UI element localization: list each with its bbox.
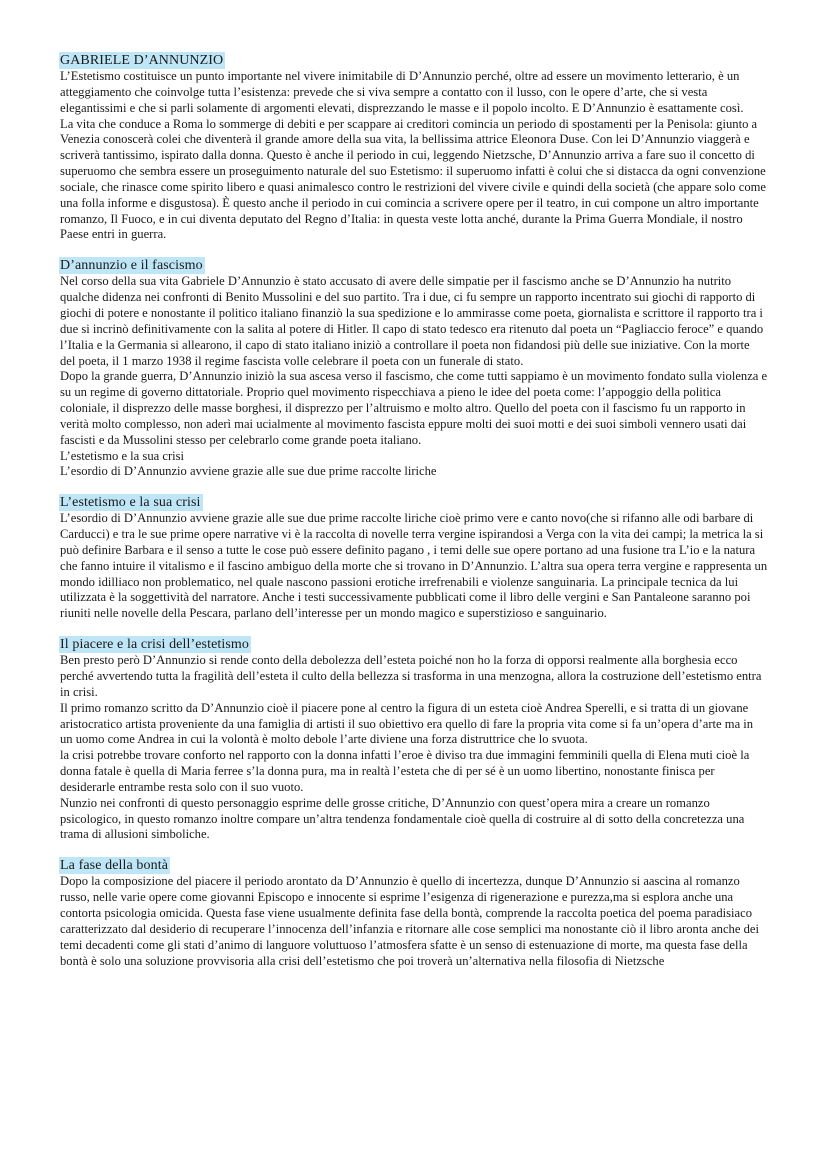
paragraph: Ben presto però D’Annunzio si rende conto della debolezza dell’esteta poiché non ho la forza di opporsi realmente alla borghesia ecco perché avvertendo tutta la fragilità dell’esteta il culto della bellezza si trasforma in una menzogna, allora la costruzione dell’estetismo entra in crisi. — [60, 653, 762, 699]
section-gabriele-dannunzio — [60, 52, 768, 243]
paragraph: la crisi potrebbe trovare conforto nel rapporto con la donna infatti l’eroe è diviso tra due immagini femminili quella di Elena muti cioè la donna fatale è quella di Maria ferree s’la donna pura, ma in realtà l’esteta che di per sé è un uomo libertino, nonostante finisca per desiderarle entrambe resta solo con il suo vuoto. — [60, 748, 750, 794]
paragraph: Nel corso della sua vita Gabriele D’Annunzio è stato accusato di avere delle simpatie per il fascismo anche se D’Annunzio ha nutrito qualche didenza nei confronti di Benito Mussolini e del suo partito. Tra i due, ci fu sempre un rapporto incentrato sui giochi di rapporto di giochi di potere e nonostante il politico italiano finanziò la sua spedizione e lo ammirasse come poeta, giornalista e scrittore il rapporto tra i due si incrinò definitivamente con la salita al potere di Hitler. Il capo di stato tedesco era ritenuto dal poeta un “Pagliaccio feroce” e quando l’Italia e la Germania si allearono, il capo di stato italiano iniziò a controllare il poeta non fidandosi più delle sue iniziative. Con la morte del poeta, il 1 marzo 1938 il regime fascista volle celebrare il poeta con un funerale di stato. — [60, 274, 764, 368]
section-heading: Il piacere e la crisi dell’estetismo — [60, 637, 250, 653]
paragraph: L’Estetismo costituisce un punto importante nel vivere inimitabile di D’Annunzio perché, oltre ad essere un movimento letterario, è un atteggiamento che coinvolge tutta l’esistenza: prevede che si viva sempre a contatto con il lusso, con le opere d’arte, che si vesta elegantissimi e che si parli solamente di argomenti elevati, disprezzando le masse e il popolo incolto. E D’Annunzio è esattamente così. — [60, 69, 744, 115]
section-dannunzio-fascismo — [60, 257, 768, 480]
paragraph: L’estetismo e la sua crisi — [60, 448, 185, 463]
section-heading: D’annunzio e il fascismo — [60, 258, 203, 274]
section-fase-bonta — [60, 857, 768, 969]
section-piacere-crisi — [60, 636, 768, 843]
paragraph: Nunzio nei confronti di questo personaggio esprime delle grosse critiche, D’Annunzio con quest’opera mira a creare un romanzo psicologico, in questo romanzo inoltre compare un’altra tendenza fondamentale cioè quella di costruire al di sotto della concretezza una trama di allusioni simboliche. — [60, 795, 745, 842]
section-heading: GABRIELE D’ANNUNZIO — [60, 53, 224, 68]
section-heading: La fase della bontà — [60, 858, 169, 874]
paragraph: L’esordio di D’Annunzio avviene grazie alle sue due prime raccolte liriche cioè primo vere e canto novo(che si rifanno alle odi barbare di Carducci) e tra le sue prime opere narrative vi è la raccolta di novelle terra vergine ispirandosi a Verga con la vita dei campi; la metrica la si può definire Barbara e il senso a tutte le cose può essere definito pagano , i temi delle sue opere portano ad una fusione tra L’io e la natura che fanno intuire il vitalismo e il fascino ambiguo della morte che si trovano in D’Annunzio. L’altra sua opera terra vergine e rappresenta un mondo idilliaco non problematico, nel quale nascono passioni erotiche irrefrenabili e violenze sanguinaria. La principale tecnica da lui utilizzata è la soggettività del narratore. Anche i testi successivamente pubblicati come il libro delle vergini e San Pantaleone saranno poi riuniti nelle novelle della Pescara, parlano dell’interesse per un mondo magico e superstizioso e sanguinario. — [60, 511, 768, 621]
paragraph: Dopo la composizione del piacere il periodo arontato da D’Annunzio è quello di incertezza, dunque D’Annunzio si aascina al romanzo russo, nelle varie opere come giovanni Episcopo e innocente si esprime l’esigenza di rigenerazione e purezza,ma si esplora anche una contorta psicologia omicida. Questa fase viene usualmente definita fase della bontà, comprende la raccolta poetica del poema paradisiaco caratterizzato dal desiderio di recuperare l’innocenza dell’infanzia e ritornare alle cose semplici ma nonostante ciò il libro aronta anche dei temi decadenti come gli stati d’animo di languore voluttuoso l’atmosfera sfatte è un senso di estenuazione di morte, ma questa fase della bontà è solo una soluzione provvisoria alla crisi dell’estetismo che poi troverà un’alternativa nella filosofia di Nietzsche — [60, 874, 759, 968]
section-heading: L’estetismo e la sua crisi — [60, 495, 201, 511]
section-estetismo-crisi — [60, 494, 768, 622]
paragraph: Dopo la grande guerra, D’Annunzio iniziò la sua ascesa verso il fascismo, che come tutti sappiamo è un movimento fondato sulla violenza e su un regime di governo dittatoriale. Proprio quel movimento rispecchiava a pieno le idee del poeta come: l’appoggio della politica coloniale, il disprezzo delle masse borghesi, il disprezzo per l’altruismo e molto altro. Quello del poeta con il fascismo fu un rapporto in verità molto complesso, non aderì mai ucialmente al movimento fascista eppure molti dei suoi motti e dei suoi simboli vennero usati dai fascisti e da Mussolini stesso per celebrarlo come grande poeta italiano. — [60, 369, 768, 447]
paragraph: La vita che conduce a Roma lo sommerge di debiti e per scappare ai creditori comincia un periodo di spostamenti per la Penisola: giunto a Venezia conoscerà colei che diventerà il grande amore della sua vita, la bellissima attrice Eleonora Duse. Con lei D’Annunzio viaggerà e scriverà tantissimo, ispirato dalla donna. Questo è anche il periodo in cui, leggendo Nietzsche, D’Annunzio arriva a fare suo il concetto di superuomo che sembra essere un proseguimento naturale del suo Estetismo: il superuomo infatti è colui che si distacca da ogni convenzione sociale, che rinasce come spirito libero e quasi animalesco contro le restrizioni del vivere civile e quindi della società (che appare solo come una folla informe e disgustosa). È questo anche il periodo in cui comincia a scrivere opere per il teatro, in cui compone un altro importante romanzo, Il Fuoco, e in cui diventa deputato del Regno d’Italia: in questa veste lotta anché, durante la Prima Guerra Mondiale, il nostro Paese entri in guerra. — [60, 116, 767, 242]
paragraph: Il primo romanzo scritto da D’Annunzio cioè il piacere pone al centro la figura di un esteta cioè Andrea Sperelli, e si tratta di un giovane aristocratico artista proveniente da una famiglia di artisti il suo obiettivo era quello di fare la propria vita come si fa un’opera d’arte ma in un uomo come Andrea in cui la volontà è molto debole l’arte diviene una forza distruttrice che lo svuota. — [60, 700, 754, 747]
paragraph: L’esordio di D’Annunzio avviene grazie alle sue due prime raccolte liriche — [60, 464, 437, 479]
